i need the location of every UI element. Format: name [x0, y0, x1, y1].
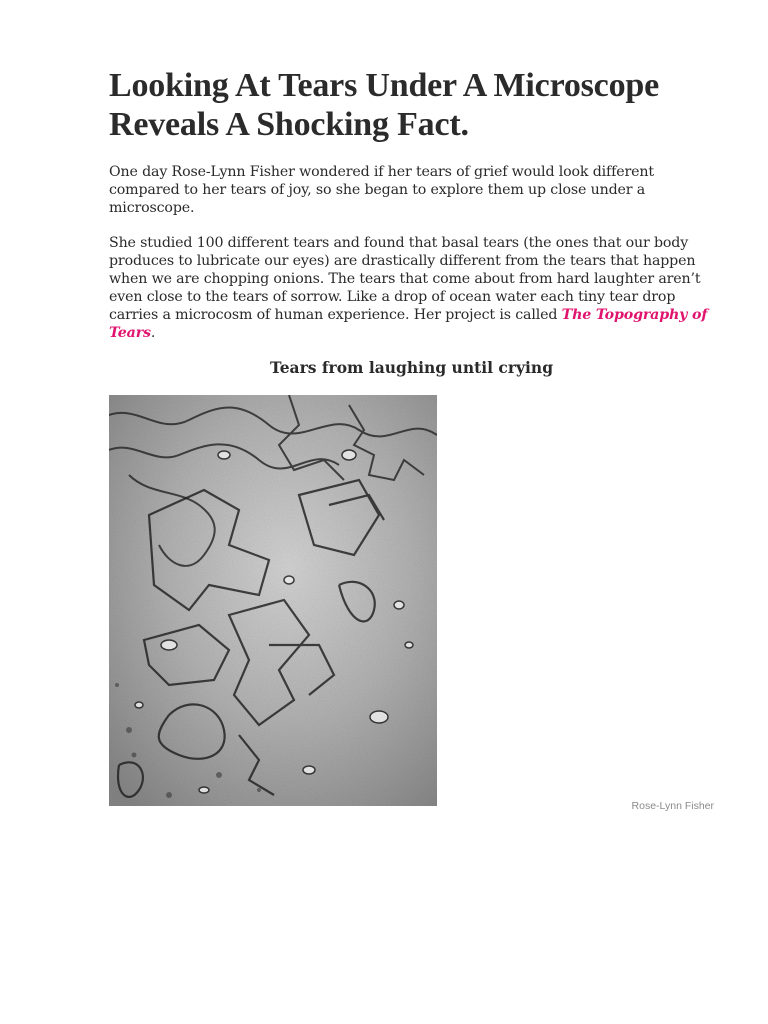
article	[109, 66, 714, 812]
tear-crystal-image	[109, 395, 437, 806]
article-title: Looking At Tears Under A Microscope Reveals A Shocking Fact.	[109, 67, 659, 143]
project-link[interactable]: The Topography of Tears	[109, 307, 708, 341]
image-subheading: Tears from laughing until crying	[269, 358, 554, 377]
intro-paragraph: One day Rose-Lynn Fisher wondered if her tears of grief would look different compared to her tears of joy, so she began to explore them up close under a microscope.	[109, 164, 654, 216]
body-paragraph-text: She studied 100 different tears and found that basal tears (the ones that our body produces to lubricate our eyes) are drastically different from the tears that happen when we are chopping onions. The tears that come about from hard laughter aren’t even close to the tears of sorrow. Like a drop of ocean water each tiny tear drop carries a microcosm of human experience. Her project is called	[109, 235, 701, 323]
tear-microscope-photo	[109, 395, 437, 806]
body-paragraph-end: .	[150, 325, 156, 341]
body-paragraph	[109, 234, 714, 342]
image-credit: Rose-Lynn Fisher	[631, 800, 714, 812]
